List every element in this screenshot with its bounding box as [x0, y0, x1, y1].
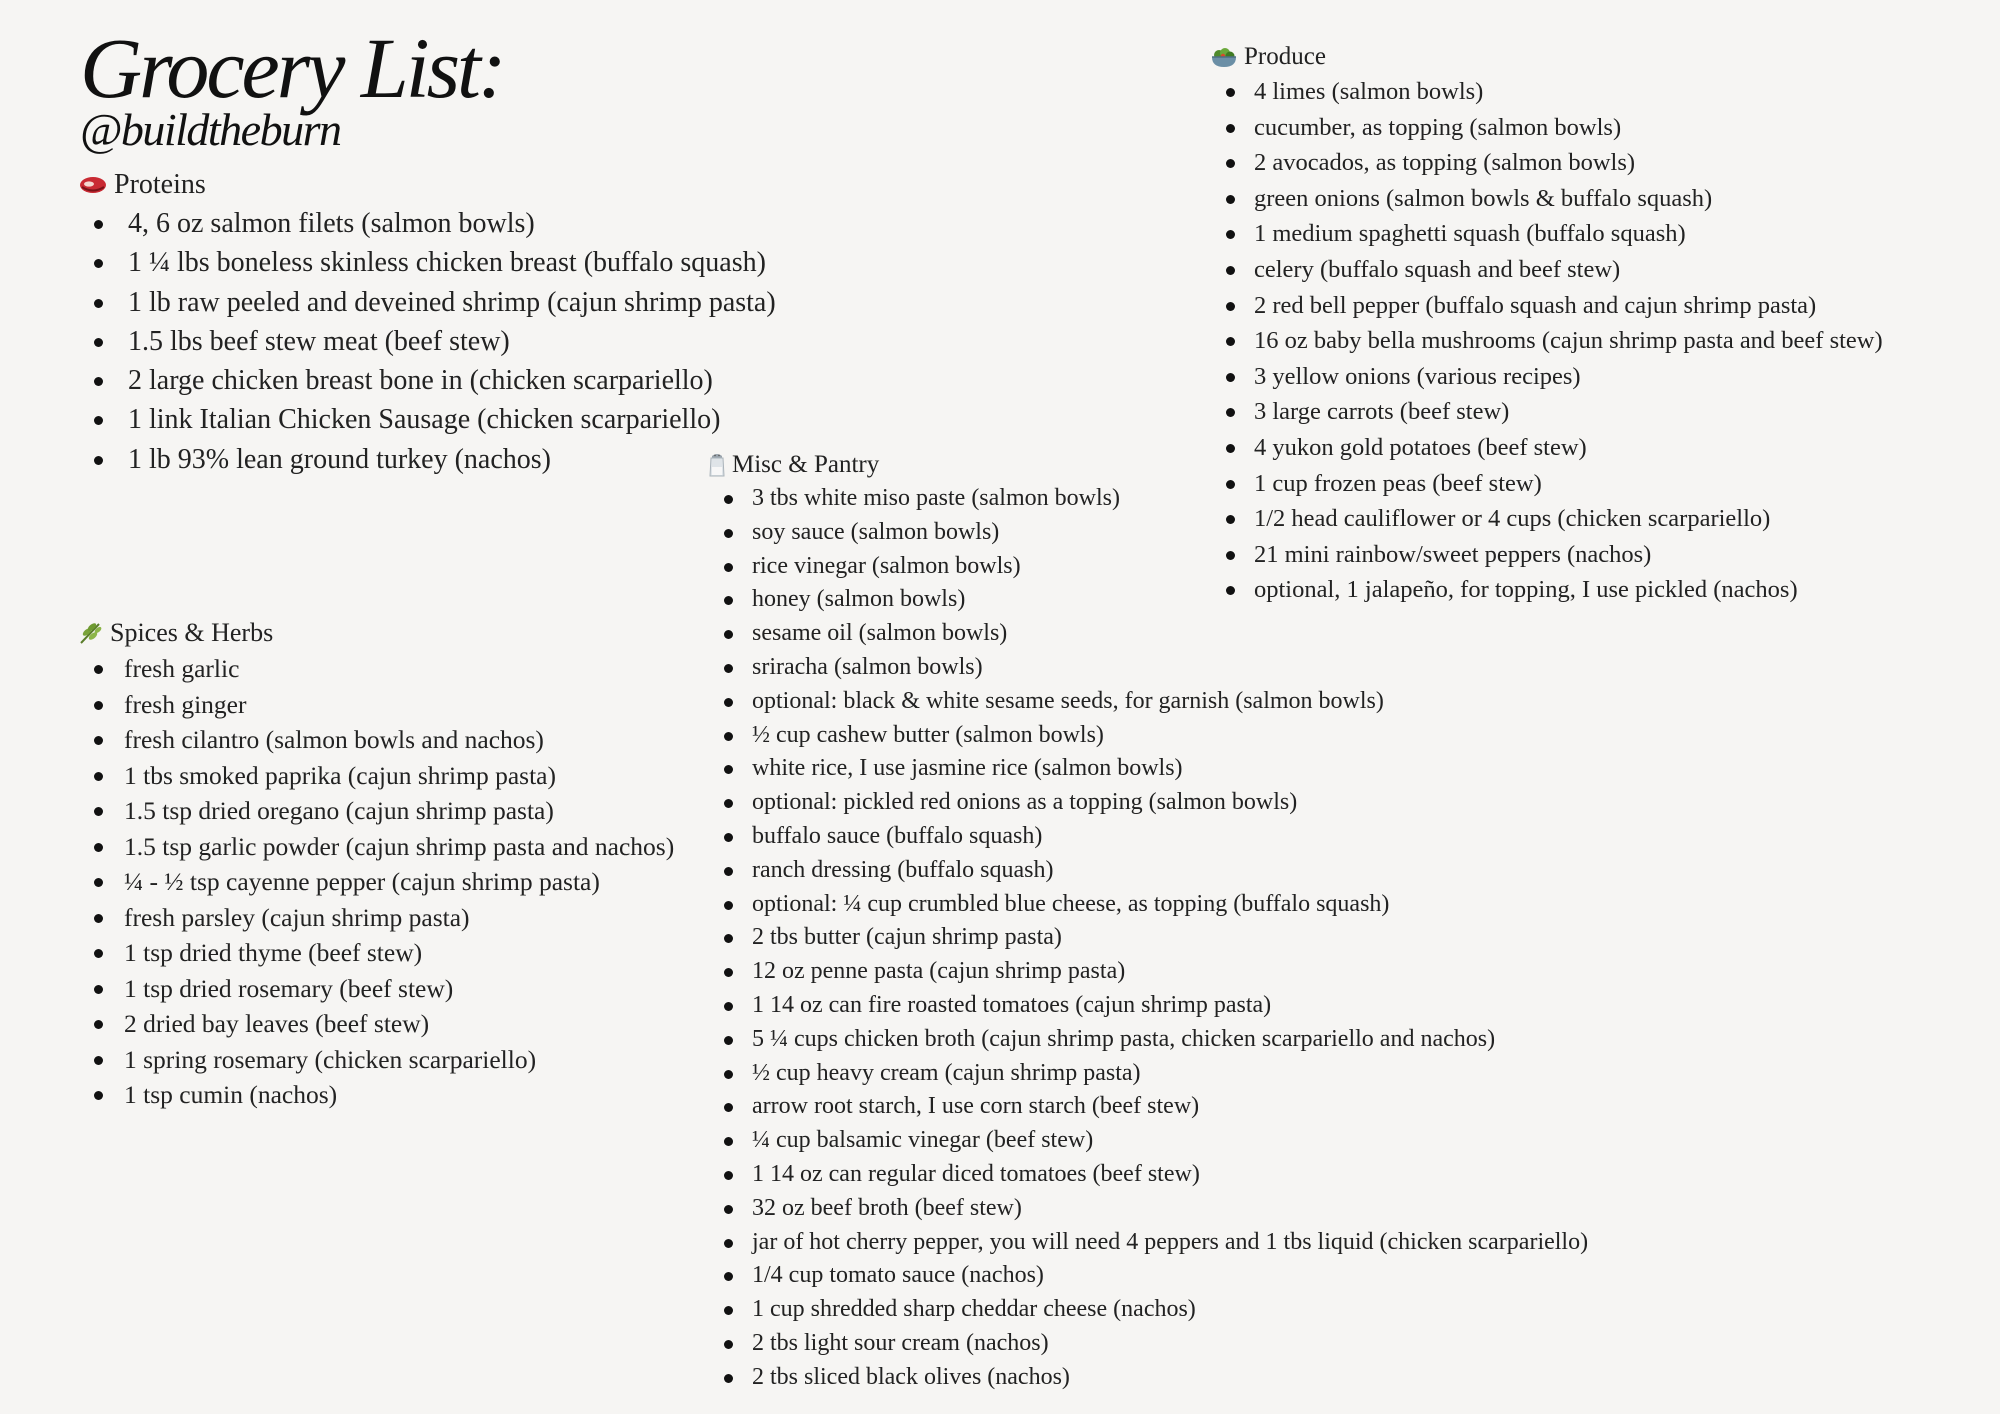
herb-icon [78, 621, 104, 645]
misc-list [708, 482, 1588, 1395]
list-item: 1 14 oz can fire roasted tomatoes (cajun shrimp pasta) [708, 989, 1588, 1023]
list-item: 16 oz baby bella mushrooms (cajun shrimp pasta and beef stew) [1210, 323, 1883, 359]
spices-title: Spices & Herbs [110, 618, 274, 647]
list-item: 1/4 cup tomato sauce (nachos) [708, 1259, 1588, 1293]
steak-icon [78, 174, 108, 196]
list-item: honey (salmon bowls) [708, 583, 1588, 617]
list-item: ¼ - ½ tsp cayenne pepper (cajun shrimp pasta) [78, 864, 674, 900]
salt-shaker-icon [708, 452, 726, 478]
list-item: 2 tbs sliced black olives (nachos) [708, 1361, 1588, 1395]
list-item: 1 tbs smoked paprika (cajun shrimp pasta) [78, 758, 674, 794]
list-item: 1.5 tsp garlic powder (cajun shrimp pasta and nachos) [78, 829, 674, 865]
list-item: 1 lb 93% lean ground turkey (nachos) [78, 440, 776, 479]
list-item: 4 limes (salmon bowls) [1210, 74, 1883, 110]
list-item: 2 dried bay leaves (beef stew) [78, 1006, 674, 1042]
list-item: jar of hot cherry pepper, you will need 4 peppers and 1 tbs liquid (chicken scarpariello) [708, 1226, 1588, 1260]
list-item: optional: pickled red onions as a topping (salmon bowls) [708, 786, 1588, 820]
list-item: 1 cup frozen peas (beef stew) [1210, 466, 1883, 502]
list-item: sesame oil (salmon bowls) [708, 617, 1588, 651]
spices-section [78, 615, 674, 1113]
list-item: 1 medium spaghetti squash (buffalo squash) [1210, 216, 1883, 252]
produce-title: Produce [1244, 43, 1326, 70]
list-item: ½ cup cashew butter (salmon bowls) [708, 719, 1588, 753]
list-item: 1 tsp cumin (nachos) [78, 1077, 674, 1113]
list-item: 1/2 head cauliflower or 4 cups (chicken scarpariello) [1210, 501, 1883, 537]
list-item: arrow root starch, I use corn starch (beef stew) [708, 1090, 1588, 1124]
list-item: green onions (salmon bowls & buffalo squash) [1210, 181, 1883, 217]
list-item: cucumber, as topping (salmon bowls) [1210, 110, 1883, 146]
list-item: fresh parsley (cajun shrimp pasta) [78, 900, 674, 936]
list-item: 1 cup shredded sharp cheddar cheese (nachos) [708, 1293, 1588, 1327]
list-item: 2 red bell pepper (buffalo squash and cajun shrimp pasta) [1210, 288, 1883, 324]
spices-header [78, 615, 674, 651]
list-item: 2 avocados, as topping (salmon bowls) [1210, 145, 1883, 181]
list-item: 1 14 oz can regular diced tomatoes (beef stew) [708, 1158, 1588, 1192]
list-item: 2 tbs light sour cream (nachos) [708, 1327, 1588, 1361]
list-item: buffalo sauce (buffalo squash) [708, 820, 1588, 854]
list-item: ½ cup heavy cream (cajun shrimp pasta) [708, 1057, 1588, 1091]
produce-header [1210, 40, 1883, 74]
list-item: 2 large chicken breast bone in (chicken scarpariello) [78, 361, 776, 400]
list-item: 1 ¼ lbs boneless skinless chicken breast (buffalo squash) [78, 243, 776, 282]
list-item: sriracha (salmon bowls) [708, 651, 1588, 685]
list-item: 1 link Italian Chicken Sausage (chicken scarpariello) [78, 400, 776, 439]
list-item: 3 large carrots (beef stew) [1210, 394, 1883, 430]
produce-section [1210, 40, 1883, 608]
proteins-section [78, 166, 776, 479]
list-item: fresh cilantro (salmon bowls and nachos) [78, 722, 674, 758]
list-item: celery (buffalo squash and beef stew) [1210, 252, 1883, 288]
list-item: optional: black & white sesame seeds, for garnish (salmon bowls) [708, 685, 1588, 719]
list-item: ¼ cup balsamic vinegar (beef stew) [708, 1124, 1588, 1158]
list-item: 2 tbs butter (cajun shrimp pasta) [708, 921, 1588, 955]
list-item: 32 oz beef broth (beef stew) [708, 1192, 1588, 1226]
list-item: 1 lb raw peeled and deveined shrimp (cajun shrimp pasta) [78, 283, 776, 322]
misc-title: Misc & Pantry [732, 451, 880, 478]
list-item: 4 yukon gold potatoes (beef stew) [1210, 430, 1883, 466]
list-item: rice vinegar (salmon bowls) [708, 550, 1588, 584]
list-item: optional: ¼ cup crumbled blue cheese, as topping (buffalo squash) [708, 888, 1588, 922]
list-item: 21 mini rainbow/sweet peppers (nachos) [1210, 537, 1883, 573]
proteins-title: Proteins [114, 169, 206, 200]
list-item: 4, 6 oz salmon filets (salmon bowls) [78, 204, 776, 243]
list-item: 1 tsp dried rosemary (beef stew) [78, 971, 674, 1007]
proteins-list [78, 204, 776, 479]
list-item: fresh ginger [78, 687, 674, 723]
list-item: 12 oz penne pasta (cajun shrimp pasta) [708, 955, 1588, 989]
author-handle: @buildtheburn [80, 104, 341, 155]
list-item: 5 ¼ cups chicken broth (cajun shrimp pasta, chicken scarpariello and nachos) [708, 1023, 1588, 1057]
list-item: ranch dressing (buffalo squash) [708, 854, 1588, 888]
list-item: soy sauce (salmon bowls) [708, 516, 1588, 550]
salad-bowl-icon [1210, 46, 1238, 68]
list-item: 1 spring rosemary (chicken scarpariello) [78, 1042, 674, 1078]
list-item: white rice, I use jasmine rice (salmon bowls) [708, 752, 1588, 786]
list-item: 1 tsp dried thyme (beef stew) [78, 935, 674, 971]
list-item: 3 yellow onions (various recipes) [1210, 359, 1883, 395]
proteins-header [78, 166, 776, 204]
produce-list [1210, 74, 1883, 608]
list-item: 1.5 tsp dried oregano (cajun shrimp pasta) [78, 793, 674, 829]
list-item: fresh garlic [78, 651, 674, 687]
list-item: 1.5 lbs beef stew meat (beef stew) [78, 322, 776, 361]
spices-list [78, 651, 674, 1113]
page-title: Grocery List: [80, 20, 504, 116]
list-item: optional, 1 jalapeño, for topping, I use pickled (nachos) [1210, 572, 1883, 608]
list-item: 3 tbs white miso paste (salmon bowls) [708, 482, 1588, 516]
